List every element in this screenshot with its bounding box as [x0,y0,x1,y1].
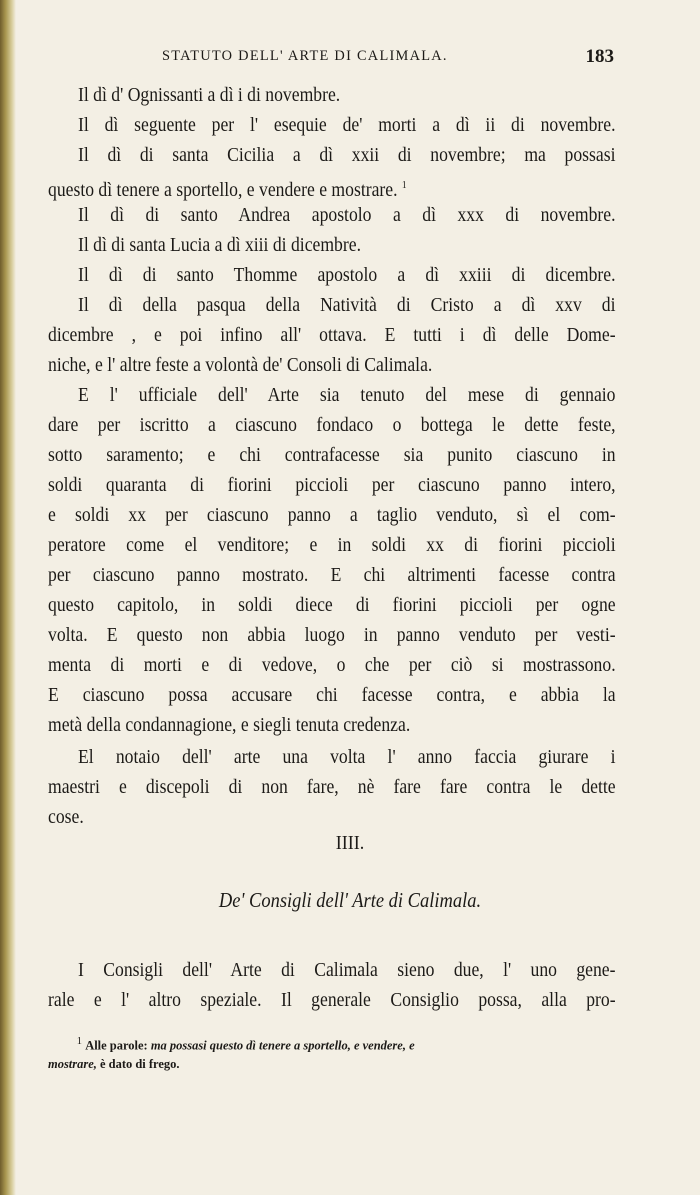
text-line: e soldi xx per ciascuno panno a taglio venduto, sì el com- [48,504,616,526]
text-line-with-note [48,170,616,200]
text-line: questo capitolo, in soldi diece di fiorini piccioli per ogne [48,594,616,616]
text-line: cose. [48,806,84,828]
text-line: per ciascuno panno mostrato. E chi altrimenti facesse contra [48,564,616,586]
text-line: soldi quaranta di fiorini piccioli per ciascuno panno intero, [48,474,616,496]
text-line: Il dì di santo Thomme apostolo a dì xxiii di dicembre. [78,264,616,286]
text-line: sotto saramento; e chi contrafacesse sia punito ciascuno in [48,444,616,466]
text-line: E l' ufficiale dell' Arte sia tenuto del mese di gennaio [78,384,616,406]
footnote-line [48,1054,593,1073]
text-line: niche, e l' altre feste a volontà de' Consoli di Calimala. [48,354,433,376]
text-line: Il dì d' Ognissanti a dì i di novembre. [78,84,341,106]
text-line: menta di morti e di vedove, o che per ciò si mostrassono. [48,654,616,676]
book-binding-edge [0,0,16,1195]
page-header [162,46,614,72]
text-line: Il dì seguente per l' esequie de' morti a dì ii di novembre. [78,114,616,136]
section-title: De' Consigli dell' Arte di Calimala. [218,888,482,912]
section-number: IIII. [335,832,365,854]
footnote-quote: ma possasi questo dì tenere a sportello, e vendere, e [150,1037,415,1053]
page-number: 183 [585,46,614,67]
footnote-lead: Alle parole: [85,1037,148,1053]
text-line: dare per iscritto a ciascuno fondaco o bottega le dette feste, [48,414,616,436]
text-line: maestri e discepoli di non fare, nè fare fare contra le dette [48,776,616,798]
footnote-quote-end: mostrare, [48,1056,97,1072]
text-line: Il dì di santo Andrea apostolo a dì xxx di novembre. [78,204,616,226]
text-line: dicembre , e poi infino all' ottava. E tutti i dì delle Dome- [48,324,616,346]
text-line: rale e l' altro speziale. Il generale Consiglio possa, alla pro- [48,989,616,1011]
text-line: E ciascuno possa accusare chi facesse contra, e abbia la [48,684,616,706]
text-line: peratore come el venditore; e in soldi xx di fiorini piccioli [48,534,616,556]
text-line: questo dì tenere a sportello, e vendere e mostrare. [48,178,398,201]
footnote-marker: 1 [76,1035,83,1047]
running-head: STATUTO DELL' ARTE DI CALIMALA. [162,48,448,64]
footnote-reference: 1 [401,179,407,191]
text-line: Il dì di santa Cicilia a dì xxii di novembre; ma possasi [78,144,616,166]
text-line: metà della condannagione, e siegli tenuta credenza. [48,714,411,736]
footnote-tail: è dato di frego. [100,1056,180,1072]
text-line: Il dì di santa Lucia a dì xiii di dicembre. [78,234,361,256]
text-line: I Consigli dell' Arte di Calimala sieno due, l' uno gene- [78,959,616,981]
footnote-line [48,1032,593,1054]
footnote [48,1032,616,1073]
text-line: Il dì della pasqua della Natività di Cristo a dì xxv di [78,294,616,316]
text-line: El notaio dell' arte una volta l' anno faccia giurare i [78,746,616,768]
text-line: volta. E questo non abbia luogo in panno venduto per vesti- [48,624,616,646]
